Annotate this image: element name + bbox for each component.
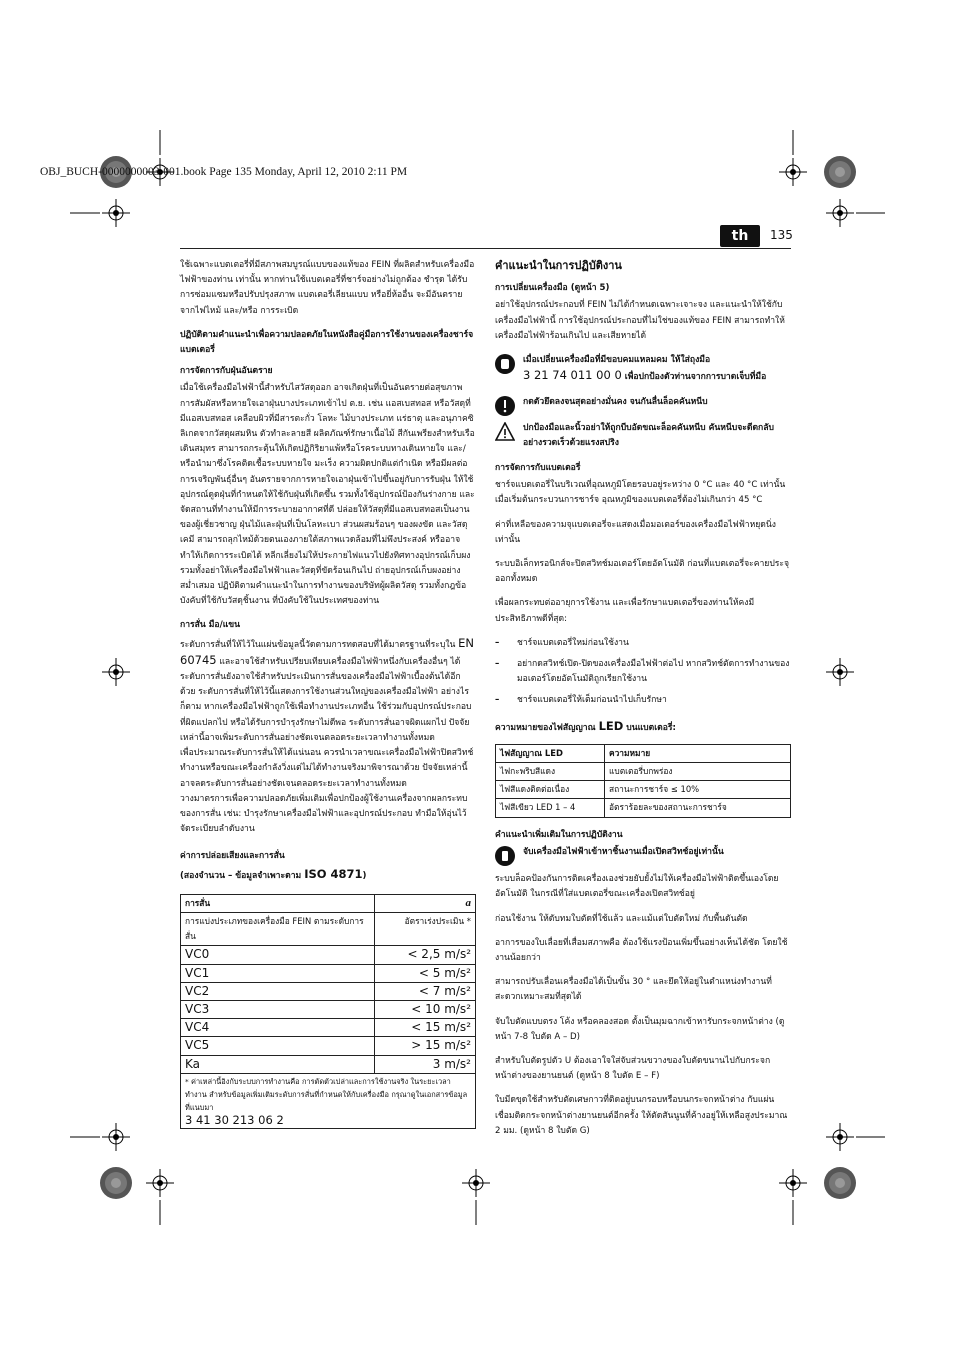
vib-text-1: ระดับการสั่นที่ให้ไว้ในแผ่นข้อมูลนี้วัดตามการทดสอบที่ได้มาตรฐานที่ระบุใน bbox=[180, 639, 456, 650]
table-cell-value: < 10 m/s² bbox=[375, 1000, 476, 1018]
table-cell-class-desc: การแบ่งประเภทของเครื่องมือ FEIN ตามระดับการสั่น bbox=[181, 912, 375, 945]
table-cell-class: VC4 bbox=[181, 1019, 375, 1037]
battery-p1: ชาร์จแบตเตอรี่ในบริเวณที่อุณหภูมิโดยรอบอยู่ระหว่าง 0 °C และ 40 °C เท่านั้น เมื่อเริ่มต้นกระบวนการชาร์จ อุณหภูมิของแบตเตอรี่ต้องไม่เกินกว่า 45 °C bbox=[495, 480, 786, 506]
table-row bbox=[496, 799, 791, 817]
table-cell-class: VC2 bbox=[181, 982, 375, 1000]
battery-warning: ใช้เฉพาะแบตเตอรี่ที่มีสภาพสมบูรณ์แบบของแท้ของ FEIN ที่ผลิตสำหรับเครื่องมือไฟฟ้าของท่าน เท่านั้น หากท่านใช้แบตเตอรี่ที่ชาร์จอย่างไม่ถูกต้อง ชำรุด ได้รับการซ่อมแซมหรือปรับปรุงสภาพ แบตเตอรี่เลียนแบบ หรือยี่ห้ออื่น จะมีอันตรายจากไฟไหม้ และ/หรือ การระเบิด bbox=[180, 260, 475, 316]
tips-warn-text: จับเครื่องมือไฟฟ้าเข้าหาชิ้นงานเมื่อเปิดสวิทช์อยู่เท่านั้น bbox=[523, 846, 724, 857]
table-row bbox=[181, 1000, 476, 1018]
table-cell-class: VC0 bbox=[181, 946, 375, 964]
tip-text: ก่อนใช้งาน ให้ดับทมใบตัดที่ใช้แล้ว และแม้แต่ใบตัดใหม่ กับพื้นดันตัด bbox=[495, 913, 748, 924]
list-item: – ชาร์จแบตเตอรี่ใหม่ก่อนใช้งาน bbox=[495, 637, 629, 648]
dust-heading: การจัดการกับฝุ่นอันตราย bbox=[180, 366, 273, 377]
vib-text-2: และอาจใช้สำหรับเปรียบเทียบเครื่องมือไฟฟ้าหนึ่งกับเครื่องอื่นๆ ได้ ระดับการสั่นยังอาจใช้สำหรับประเมินการสั่นของเครื่องมือไฟฟ้าเบื้องต้นได้อีกด้วย ระดับการสั่นที่ให้ไว้นี้แสดงการใช้งานส่วนใหญ่ของเครื่องมือไฟฟ้า อย่างไรก็ตาม หากเครื่องมือไฟฟ้าถูกใช้เพื่อทำงานประเภทอื่น ใช้ร่วมกับอุปกรณ์ประกอบที่ผิดแปลกไป หรือได้รับการบำรุงรักษาไม่ดีพอ ระดับการสั่นอาจผิดแผกไป ปัจจัยเหล่านี้อาจเพิ่มระดับการสั่นอย่างชัดเจนตลอดระยะเวลาทำงานทั้งหมด bbox=[180, 656, 472, 743]
led-heading-post: บนแบตเตอรี่: bbox=[623, 722, 676, 733]
glove-code: 3 21 74 011 00 0 bbox=[523, 368, 622, 383]
warn2-text: กดตัวยึดลงจนสุดอย่างมั่นคง จนกันลื่นล็อคคันหนีบ bbox=[523, 397, 708, 408]
section-title: คำแนะนำในการปฏิบัติงาน bbox=[495, 259, 622, 272]
battery-p3: ระบบอิเล็กทรอนิกส์จะปิดสวิทช์มอเตอร์โดยอัตโนมัติ ก่อนที่แบตเตอรี่จะคายประจุออกทั้งหมด bbox=[495, 559, 790, 585]
led-header-meaning: ความหมาย bbox=[605, 744, 791, 762]
warn1-tail: เพื่อปกป้องตัวท่านจากการบาดเจ็บที่มือ bbox=[621, 372, 767, 383]
table-cell-value: 3 m/s² bbox=[375, 1055, 476, 1073]
tip-text: สำหรับใบตัดรูปตัว U ต้องเอาใจใส่จับส่วนขวางของใบตัดขนานไปกับกระจกหน้าต่างของยานยนต์ (ดูหน้า 8 ใบตัด E – F) bbox=[495, 1055, 771, 1082]
led-cell-signal: ไฟสีแดงติดต่อเนื่อง bbox=[496, 781, 605, 799]
footnote-text: * ค่าเหล่านี้อิงกับระบบการทำงานคือ การตัดตัวเปล่าและการใช้งานจริง ในระยะเวลาทำงาน สำหรับข้อมูลเพิ่มเติมระดับการสั่นที่กำหนดให้กับเครื่องมือ กรุณาดูในเอกสารข้อมูลที่แนบมา bbox=[185, 1076, 468, 1112]
table-cell-value: < 15 m/s² bbox=[375, 1019, 476, 1037]
led-cell-meaning: แบตเตอรี่บกพร่อง bbox=[605, 763, 791, 781]
table-header-a: a bbox=[375, 894, 476, 912]
list-item: – ชาร์จแบตเตอรี่ให้เต็มก่อนนำไปเก็บรักษา bbox=[495, 695, 667, 706]
table-header-row bbox=[496, 744, 791, 762]
led-heading bbox=[495, 719, 791, 736]
emission-sub-pre: (สองจำนวน – ข้อมูลจำเพาะตาม bbox=[180, 870, 305, 881]
table-row bbox=[496, 781, 791, 799]
vibration-heading: การสั่น มือ/แขน bbox=[180, 620, 241, 631]
bullet-text: อย่ากดสวิทช์เปิด-ปิดของเครื่องมือไฟฟ้าต่อไป หากสวิทช์ตัดการทำงานของมอเตอร์โดยอัตโนมัติถูกเรียกใช้งาน bbox=[517, 659, 790, 685]
battery-heading: การจัดการกับแบตเตอรี่ bbox=[495, 463, 581, 474]
table-row bbox=[181, 1055, 476, 1073]
battery-p4: เพื่อผลกระทบต่ออายุการใช้งาน และเพื่อรักษาแบตเตอรี่ของท่านให้คงมีประสิทธิภาพดีที่สุด: bbox=[495, 598, 755, 624]
table-header-vibration: การสั่น bbox=[181, 894, 375, 912]
vibration-text-4: วางมาตรการเพื่อความปลอดภัยเพิ่มเติมเพื่อปกป้องผู้ใช้งานเครื่องจากผลกระทบของการสั่น เช่น: บำรุงรักษาเครื่องมือไฟฟ้าและอุปกรณ์ประกอบ ทำมือให้อุ่นไว้ จัดระเบียบลำดับงาน bbox=[180, 793, 468, 835]
led-cell-meaning: สถานะการชาร์จ ≤ 10% bbox=[605, 781, 791, 799]
led-header-signal: ไฟสัญญาณ LED bbox=[496, 744, 605, 762]
warning-gloves bbox=[495, 353, 791, 385]
change-tool-heading: การเปลี่ยนเครื่องมือ (ดูหน้า 5) bbox=[495, 283, 610, 294]
table-header-row bbox=[181, 894, 476, 912]
emission-sub-post: ) bbox=[362, 870, 367, 881]
right-column bbox=[495, 258, 791, 1148]
warn1-text: เมื่อเปลี่ยนเครื่องมือที่มีขอบคมแหลมคม ให้ใส่ถุงมือ bbox=[523, 355, 711, 366]
table-row bbox=[181, 1019, 476, 1037]
warning-switch bbox=[495, 845, 791, 860]
tip-text: อาการของใบเลื่อยที่เสื่อมสภาพคือ ต้องใช้แรงป้อนเพิ่มขึ้นอย่างเห็นได้ชัด โดยใช้งานน้อยกว่า bbox=[495, 937, 788, 963]
table-cell-value: < 2,5 m/s² bbox=[375, 946, 476, 964]
led-cell-meaning: อัตราร้อยละของสถานะการชาร์จ bbox=[605, 799, 791, 817]
change-tool-text: อย่าใช้อุปกรณ์ประกอบที่ FEIN ไม่ได้กำหนดเฉพาะเจาะจง และแนะนำให้ใช้กับเครื่องมือไฟฟ้านี้ การใช้อุปกรณ์ประกอบที่ไม่ใช่ของแท้ของ FEIN สามารถทำให้เครื่องมือไฟฟ้าร้อนเกินไป และเสียหายได้ bbox=[495, 300, 785, 341]
table-cell-class: Ka bbox=[181, 1055, 375, 1073]
warning-fingers bbox=[495, 421, 791, 451]
table-cell-class: VC3 bbox=[181, 1000, 375, 1018]
vibration-text-3: เพื่อประมาณระดับการสั่นให้ได้แน่นอน ควรนำเวลาขณะเครื่องมือไฟฟ้าปิดสวิทช์ทำงานหรือขณะเครื่องกำลังวิ่งแต่ไม่ได้ทำงานจริงมาพิจารณาด้วย ปัจจัยเหล่านี้อาจลดระดับการสั่นอย่างชัดเจนตลอดระยะเวลาทำงานทั้งหมด bbox=[180, 748, 474, 789]
table-row bbox=[181, 912, 476, 945]
emission-heading: ค่าการปล่อยเสียงและการสั่น bbox=[180, 851, 285, 862]
mandatory-icon bbox=[495, 396, 515, 416]
tip-text: สามารถปรับเลื่อนเครื่องมือได้เป็นขั้น 30 ° และยึดให้อยู่ในตำแหน่งทำงานที่สะดวกเหมาะสมที่สุดได้ bbox=[495, 977, 772, 1003]
vibration-text bbox=[180, 636, 475, 746]
warning-clamp bbox=[495, 395, 791, 410]
led-table bbox=[495, 744, 791, 818]
table-cell-value: < 5 m/s² bbox=[375, 964, 476, 982]
led-heading-pre: ความหมายของไฟสัญญาณ bbox=[495, 722, 599, 733]
table-row bbox=[496, 763, 791, 781]
table-footnote-row bbox=[181, 1073, 476, 1128]
vibration-table bbox=[180, 894, 476, 1129]
tip-text: จับใบตัดแบบตรง โค้ง หรือคลองสอด ตั้งเป็นมุมฉากเข้าหารับกระจกหน้าต่าง (ดูหน้า 7-8 ใบตัด A – D) bbox=[495, 1016, 785, 1042]
page-number: 135 bbox=[770, 228, 793, 242]
doc-number: 3 41 30 213 06 2 bbox=[185, 1112, 284, 1127]
bullet-text: ชาร์จแบตเตอรี่ใหม่ก่อนใช้งาน bbox=[517, 637, 629, 648]
table-cell-class: VC5 bbox=[181, 1037, 375, 1055]
tip-text: ระบบล็อคป้องกันการติดเครื่องเองช่วยยับยั้งไม่ให้เครื่องมือไฟฟ้าติดขึ้นเองโดยอัตโนมัติ ในกรณีที่ใส่แบตเตอรี่ขณะเครื่องเปิดสวิทช์อยู่ bbox=[495, 874, 779, 900]
table-cell-class: VC1 bbox=[181, 964, 375, 982]
gloves-icon bbox=[495, 354, 515, 374]
battery-p2: ค่าที่เหลือของความจุแบตเตอรี่จะแสดงเมื่อมอเตอร์ของเครื่องมือไฟฟ้าหยุดนิ่งเท่านั้น bbox=[495, 519, 776, 545]
emission-standard: ISO 4871 bbox=[304, 866, 363, 881]
emission-subheading bbox=[180, 867, 475, 884]
header-rule bbox=[180, 248, 791, 249]
table-footnote bbox=[181, 1073, 476, 1128]
warning-triangle-icon bbox=[495, 422, 515, 442]
dust-text: เมื่อใช้เครื่องมือไฟฟ้านี้สำหรับไสวัสดุออก อาจเกิดฝุ่นที่เป็นอันตรายต่อสุขภาพ การสัมผัสหรือหายใจเอาฝุ่นบางประเภทเข้าไป ต.ย. เช่น แอสเบสทอส หรือวัสดุที่มีแอสเบสทอส เคลือบผิวที่มีสารตะกั่ว โลหะ ไม้บางประเภท แร่ธาตุ และอนุภาคซิลิเกตจากวัสดุผสมหิน ตัวทำละลายสี ผลิตภัณฑ์รักษาเนื้อไม้ สีกันเพรียงสำหรับเรือเดินสมุทร สามารถกระตุ้นให้เกิดปฏิกิริยาแพ้หรือโรคระบบทางเดินหายใจ และ/หรือนำมาซึ่งโรคติดเชื้อระบบหายใจ มะเร็ง ความผิดปกติแต่กำเนิด หรือมีผลต่อการเจริญพันธุ์อื่นๆ อันตรายจากการหายใจเอาฝุ่นเข้าไปขึ้นอยู่กับการรับฝุ่น ให้ใช้อุปกรณ์ดูดฝุ่นที่กำหนดให้ใช้กับฝุ่นที่เกิดขึ้น รวมทั้งใช้อุปกรณ์ป้องกันร่างกาย และจัดสถานที่ทำงานให้มีการระบายอากาศที่ดี ปล่อยให้วัสดุที่มีแอสเบสทอสเป็นงานของผู้เชี่ยวชาญ ฝุ่นไม้และฝุ่นที่เป็นโลหะเบา ส่วนผสมร้อนๆ ของผงขัด และวัสดุเคมี สามารถลุกไหม้ด้วยตนเองภายใต้สภาพแวดล้อมที่ไม่พึงประสงค์ หรืออาจทำให้เกิดการระเบิดได้ หลีกเลี่ยงไม่ให้ประกายไฟแนวไปยังทิศทางอุปกรณ์เก็บผง รวมทั้งอย่าให้เครื่องมือไฟฟ้าและวัสดุที่ขัดร้อนเกินไป ถ่ายอุปกรณ์เก็บผงอย่างสม่ำเสมอ ปฏิบัติตามคำแนะนำในการทำงานของบริษัทผู้ผลิตวัสดุ รวมทั้งกฎข้อบังคับที่ใช้กับวัสดุชิ้นงาน ที่บังคับใช้ในประเทศของท่าน bbox=[180, 383, 475, 607]
led-cell-signal: ไฟสีเขียว LED 1 – 4 bbox=[496, 799, 605, 817]
led-cell-signal: ไฟกะพริบสีแดง bbox=[496, 763, 605, 781]
list-item: – อย่ากดสวิทช์เปิด-ปิดของเครื่องมือไฟฟ้าต่อไป หากสวิทช์ตัดการทำงานของมอเตอร์โดยอัตโนมัติถูกเรียกใช้งาน bbox=[495, 659, 790, 685]
file-info-line: OBJ_BUCH-0000000003-001.book Page 135 Monday, April 12, 2010 2:11 PM bbox=[40, 166, 408, 178]
table-row bbox=[181, 964, 476, 982]
led-heading-led: LED bbox=[598, 718, 624, 733]
left-column bbox=[180, 258, 475, 1129]
language-badge: th bbox=[720, 225, 760, 247]
table-row bbox=[181, 982, 476, 1000]
table-row bbox=[181, 946, 476, 964]
switch-icon bbox=[495, 846, 515, 866]
table-cell-accel: อัตราเร่งประเมิน * bbox=[375, 912, 476, 945]
charger-note: ปฏิบัติตามคำแนะนำเพื่อความปลอดภัยในหนังสือคู่มือการใช้งานของเครื่องชาร์จแบตเตอรี่ bbox=[180, 329, 474, 356]
table-cell-value: < 7 m/s² bbox=[375, 982, 476, 1000]
table-cell-value: > 15 m/s² bbox=[375, 1037, 476, 1055]
table-row bbox=[181, 1037, 476, 1055]
tips-heading: คำแนะนำเพิ่มเติมในการปฏิบัติงาน bbox=[495, 829, 623, 840]
tip-text: ใบมีดขุดใช้สำหรับตัดเศษกาวที่ติดอยู่บนกรอบหรือบนกระจกหน้าต่าง กับแผ่นเชื่อมติดกระจกหน้าต่างยานยนต์อีกครั้ง ให้ตัดสันนูนที่ค้างอยู่ให้เหลือสูงประมาณ 2 มม. (ดูหน้า 8 ใบตัด G) bbox=[495, 1095, 788, 1136]
vib-standard: EN 60745 bbox=[180, 635, 475, 667]
warn3-text: ปกป้องมือและนิ้วอย่าให้ถูกบีบอัดขณะล็อคคันหนีบ คันหนีบจะดีดกลับอย่างรวดเร็วด้วยแรงสปริง bbox=[523, 422, 774, 448]
bullet-text: ชาร์จแบตเตอรี่ให้เต็มก่อนนำไปเก็บรักษา bbox=[517, 695, 667, 706]
